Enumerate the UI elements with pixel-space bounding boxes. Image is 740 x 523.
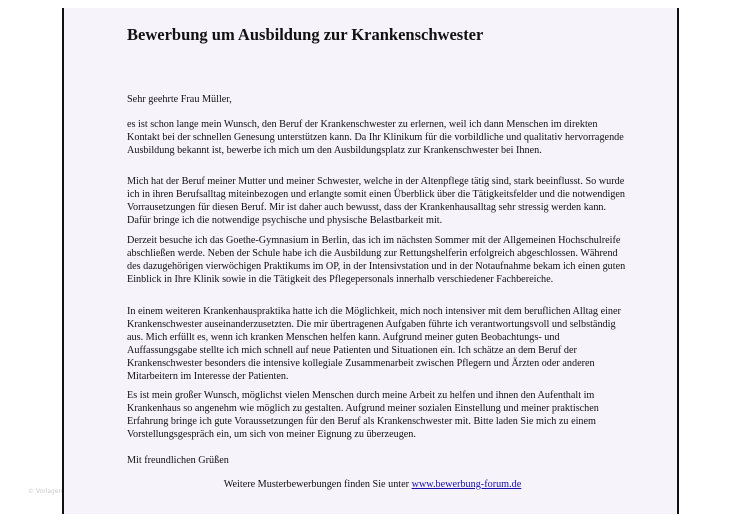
salutation: Sehr geehrte Frau Müller, (127, 94, 232, 105)
paragraph-2: Mich hat der Beruf meiner Mutter und meiner Schwester, welche in der Altenpflege tätig sind, stark beeinflusst. So wurde ich in ihren Berufsalltag miteinbezogen und erlangte somit einen Überblick über die Tätigkeitsfelder und die notwendigen Vorrausetzungen für diesen Beruf. Mir ist daher auch bewusst, dass der Krankenhausalltag sehr stressig werden kann. Dafür bringe ich die notwendige psychische und physische Belastbarkeit mit. (127, 176, 625, 226)
closing: Mit freundlichen Grüßen (127, 455, 229, 466)
paragraph-3: Derzeit besuche ich das Goethe-Gymnasium in Berlin, das ich im nächsten Sommer mit der Allgemeinen Hochschulreife abschließen werde. Neben der Schule habe ich die Ausbildung zur Rettungshelferin erfolgreich abgeschlossen. Während des dazugehörigen vierwöchigen Praktikums im OP, in der Intensivstation und in der Notaufnahme bekam ich einen guten Einblick in Ihre Klinik sowie in die Tätigkeit des Pflegepersonals innerhalb verschiedener Fachbereiche. (127, 235, 626, 285)
footer-text: Weitere Musterbewerbungen finden Sie unter (223, 479, 412, 490)
watermark: © Vorlagen (28, 488, 63, 495)
paragraph-1: es ist schon lange mein Wunsch, den Beruf der Krankenschwester zu erlernen, weil ich dann Menschen im direkten Kontakt bei der schnellen Genesung unterstützen kann. Da Ihr Klinikum für die vorbildliche und qualitativ hervorragende Ausbildung bekannt ist, bewerbe ich mich um den Ausbildungsplatz zur Krankenschwester bei Ihnen. (127, 119, 624, 156)
footer (64, 479, 681, 490)
footer-link[interactable]: www.bewerbung-forum.de (411, 479, 522, 490)
document-title: Bewerbung um Ausbildung zur Krankenschwester (127, 25, 484, 44)
paragraph-5: Es ist mein großer Wunsch, möglichst vielen Menschen durch meine Arbeit zu helfen und ihnen den Aufenthalt im Krankenhaus so angenehm wie möglich zu gestalten. Aufgrund meiner sozialen Einstellung und meiner praktischen Erfahrung bringe ich gute Voraussetzungen für den Beruf als Krankenschwester mit. Bitte laden Sie mich zu einem Vorstellungsgespräch ein, um sich von meiner Eignung zu überzeugen. (127, 390, 599, 440)
paragraph-4: In einem weiteren Krankenhauspraktika hatte ich die Möglichkeit, mich noch intensiver mit dem beruflichen Alltag einer Krankenschwester auseinanderzusetzten. Die mir übertragenen Aufgaben führte ich verantwortungsvoll und selbständig aus. Mich erfüllt es, wenn ich kranken Menschen helfen kann. Aufgrund meiner guten Beobachtungs- und Auffassungsgabe stellte ich mich schnell auf neue Patienten und Situationen ein. Ich schätze an dem Beruf der Krankenschwester besonders die intensive kollegiale Zusammenarbeit zwischen Pflegern und Ärzten oder anderen Mitarbeitern im Interesse der Patienten. (127, 306, 621, 382)
document-page (62, 8, 679, 514)
